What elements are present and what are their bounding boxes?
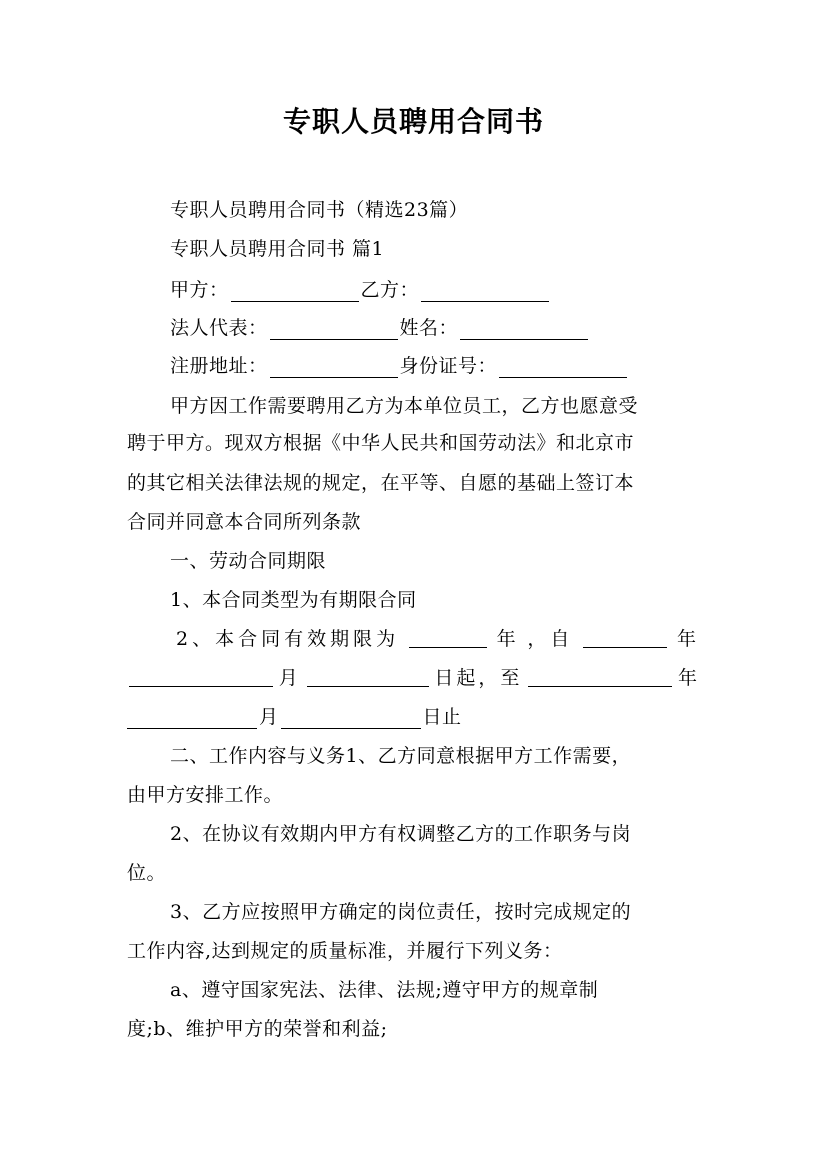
address-line bbox=[170, 354, 629, 378]
intro-line-2: 聘于甲方。现双方根据《中华人民共和国劳动法》和北京市 bbox=[127, 432, 635, 454]
section-2-line-1: 二、工作内容与义务1、乙方同意根据甲方工作需要， bbox=[170, 745, 632, 767]
term-label: 2、本合同有效期限为 bbox=[176, 628, 400, 650]
obligation-a-line-2: 度;b、维护甲方的荣誉和利益; bbox=[127, 1018, 388, 1040]
section-2-line-2: 由甲方安排工作。 bbox=[127, 784, 284, 806]
end-month-unit: 月 bbox=[259, 706, 279, 728]
term-line-1 bbox=[176, 627, 700, 651]
intro-line-1: 甲方因工作需要聘用乙方为本单位员工，乙方也愿意受 bbox=[170, 395, 639, 417]
legal-rep-label: 法人代表： bbox=[170, 317, 268, 339]
name-label: 姓名： bbox=[399, 317, 459, 339]
start-month-blank bbox=[129, 666, 273, 687]
term-line-3 bbox=[127, 705, 462, 729]
legal-rep-blank bbox=[270, 319, 398, 340]
intro-line-4: 合同并同意本合同所列条款 bbox=[127, 511, 362, 533]
start-day-blank bbox=[307, 666, 429, 687]
subtitle: 专职人员聘用合同书（精选23篇） bbox=[170, 199, 469, 221]
term-from: ，自 bbox=[527, 628, 574, 650]
chapter-heading: 专职人员聘用合同书 篇1 bbox=[170, 238, 385, 260]
end-year-blank bbox=[528, 666, 672, 687]
party-a-blank bbox=[231, 281, 359, 302]
clause-2-3-line-2: 工作内容,达到规定的质量标准，并履行下列义务： bbox=[127, 940, 563, 962]
start-month-unit: 月 bbox=[278, 667, 301, 689]
document-title: 专职人员聘用合同书 bbox=[282, 105, 544, 138]
term-years-blank bbox=[409, 627, 487, 648]
term-line-2 bbox=[127, 666, 700, 690]
address-blank bbox=[270, 357, 398, 378]
id-blank bbox=[499, 357, 627, 378]
end-day-blank bbox=[281, 708, 421, 729]
end-year-unit: 年 bbox=[677, 667, 700, 689]
obligation-a-line-1: a、遵守国家宪法、法律、法规;遵守甲方的规章制 bbox=[170, 979, 599, 1001]
party-line bbox=[170, 278, 551, 302]
party-b-blank bbox=[421, 281, 549, 302]
representative-line bbox=[170, 316, 590, 340]
start-year-blank bbox=[583, 627, 667, 648]
clause-2-3-line-1: 3、乙方应按照甲方确定的岗位责任，按时完成规定的 bbox=[170, 901, 632, 923]
start-day-unit: 日起，至 bbox=[434, 667, 523, 689]
clause-1-1: 1、本合同类型为有期限合同 bbox=[170, 589, 417, 611]
party-a-label: 甲方： bbox=[170, 279, 229, 301]
party-b-label: 乙方： bbox=[360, 279, 420, 301]
clause-2-2-line-1: 2、在协议有效期内甲方有权调整乙方的工作职务与岗 bbox=[170, 823, 632, 845]
name-blank bbox=[460, 319, 588, 340]
start-year-unit: 年 bbox=[676, 628, 700, 650]
term-year-unit: 年 bbox=[496, 628, 520, 650]
id-label: 身份证号： bbox=[399, 355, 498, 377]
address-label: 注册地址： bbox=[170, 355, 268, 377]
intro-line-3: 的其它相关法律法规的规定，在平等、自愿的基础上签订本 bbox=[127, 472, 635, 494]
end-month-blank bbox=[127, 708, 257, 729]
end-day-unit: 日止 bbox=[422, 706, 462, 728]
section-1-heading: 一、劳动合同期限 bbox=[170, 550, 327, 572]
clause-2-2-line-2: 位。 bbox=[127, 862, 167, 884]
